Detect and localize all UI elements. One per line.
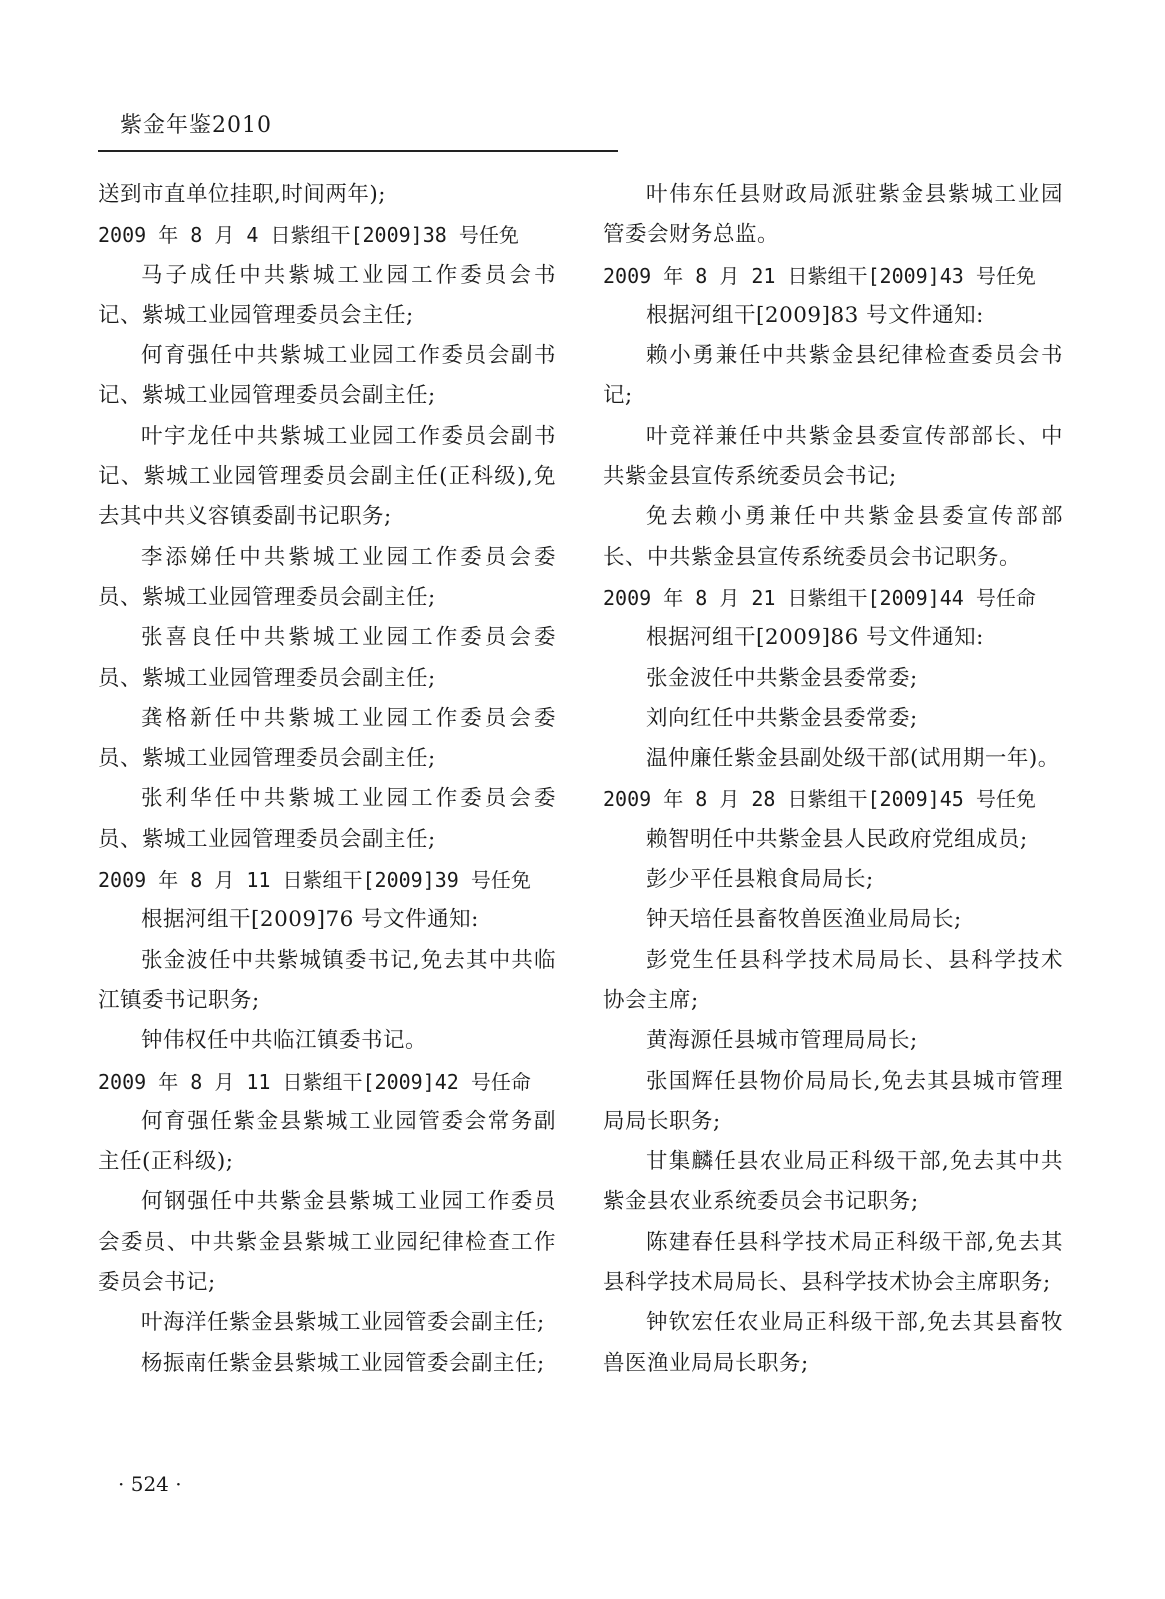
paragraph: 温仲廉任紫金县副处级干部(试用期一年)。 xyxy=(646,746,1060,772)
paragraph: 刘向红任中共紫金县委常委; xyxy=(646,705,918,731)
right-text-column xyxy=(603,175,1063,1384)
paragraph: 何育强任紫金县紫城工业园管委会常务副主任(正科级); xyxy=(98,1108,556,1175)
paragraph: 黄海源任县城市管理局局长; xyxy=(646,1028,918,1054)
paragraph: 叶伟东任县财政局派驻紫金县紫城工业园管委会财务总监。 xyxy=(603,182,1063,248)
document-date-heading: 2009 年 8 月 11 日紫组干[2009]39 号任免 xyxy=(98,868,531,893)
paragraph: 马子成任中共紫城工业园工作委员会书记、紫城工业园管理委员会主任; xyxy=(98,262,556,328)
paragraph: 彭少平任县粮食局局长; xyxy=(646,867,874,893)
header-rule xyxy=(98,150,618,152)
paragraph: 根据河组干[2009]83 号文件通知: xyxy=(646,302,984,328)
page-number: · 524 · xyxy=(118,1472,182,1496)
paragraph: 免去赖小勇兼任中共紫金县委宣传部部长、中共紫金县宣传系统委员会书记职务。 xyxy=(603,504,1063,570)
paragraph: 钟钦宏任农业局正科级干部,免去其县畜牧兽医渔业局局长职务; xyxy=(603,1310,1063,1376)
document-date-heading: 2009 年 8 月 28 日紫组干[2009]45 号任免 xyxy=(603,787,1036,812)
document-date-heading: 2009 年 8 月 11 日紫组干[2009]42 号任命 xyxy=(98,1069,531,1094)
paragraph: 钟伟权任中共临江镇委书记。 xyxy=(141,1028,428,1054)
paragraph: 钟天培任县畜牧兽医渔业局局长; xyxy=(646,907,962,933)
document-date-heading: 2009 年 8 月 21 日紫组干[2009]43 号任免 xyxy=(603,263,1036,288)
document-date-heading: 2009 年 8 月 4 日紫组干[2009]38 号任免 xyxy=(98,223,519,248)
paragraph: 叶竞祥兼任中共紫金县委宣传部部长、中共紫金县宣传系统委员会书记; xyxy=(603,423,1063,490)
paragraph: 陈建春任县科学技术局正科级干部,免去其县科学技术局局长、县科学技术协会主席职务; xyxy=(603,1229,1063,1296)
paragraph: 张利华任中共紫城工业园工作委员会委员、紫城工业园管理委员会副主任; xyxy=(98,786,556,852)
paragraph: 叶海洋任紫金县紫城工业园管委会副主任; xyxy=(141,1310,545,1336)
paragraph: 叶宇龙任中共紫城工业园工作委员会副书记、紫城工业园管理委员会副主任(正科级),免去其中共义容镇委副书记职务; xyxy=(98,423,556,530)
left-text-column xyxy=(98,175,556,1384)
paragraph: 甘集麟任县农业局正科级干部,免去其中共紫金县农业系统委员会书记职务; xyxy=(603,1149,1063,1215)
paragraph: 张金波任中共紫金县委常委; xyxy=(646,665,918,691)
paragraph: 送到市直单位挂职,时间两年); xyxy=(98,182,386,207)
paragraph: 张金波任中共紫城镇委书记,免去其中共临江镇委书记职务; xyxy=(98,947,556,1013)
paragraph: 赖小勇兼任中共紫金县纪律检查委员会书记; xyxy=(603,343,1063,409)
paragraph: 赖智明任中共紫金县人民政府党组成员; xyxy=(646,826,1028,852)
paragraph: 龚格新任中共紫城工业园工作委员会委员、紫城工业园管理委员会副主任; xyxy=(98,705,556,772)
paragraph: 根据河组干[2009]86 号文件通知: xyxy=(646,625,984,651)
paragraph: 彭党生任县科学技术局局长、县科学技术协会主席; xyxy=(603,947,1063,1013)
paragraph: 杨振南任紫金县紫城工业园管委会副主任; xyxy=(141,1350,545,1376)
paragraph: 张国辉任县物价局局长,免去其县城市管理局局长职务; xyxy=(603,1068,1063,1134)
paragraph: 李添娣任中共紫城工业园工作委员会委员、紫城工业园管理委员会副主任; xyxy=(98,544,556,610)
paragraph: 何钢强任中共紫金县紫城工业园工作委员会委员、中共紫金县紫城工业园纪律检查工作委员会书记; xyxy=(98,1189,556,1296)
paragraph: 何育强任中共紫城工业园工作委员会副书记、紫城工业园管理委员会副主任; xyxy=(98,343,556,409)
running-header-title: 紫金年鉴2010 xyxy=(120,113,272,138)
document-date-heading: 2009 年 8 月 21 日紫组干[2009]44 号任命 xyxy=(603,585,1036,610)
paragraph: 根据河组干[2009]76 号文件通知: xyxy=(141,907,479,933)
paragraph: 张喜良任中共紫城工业园工作委员会委员、紫城工业园管理委员会副主任; xyxy=(98,625,556,691)
